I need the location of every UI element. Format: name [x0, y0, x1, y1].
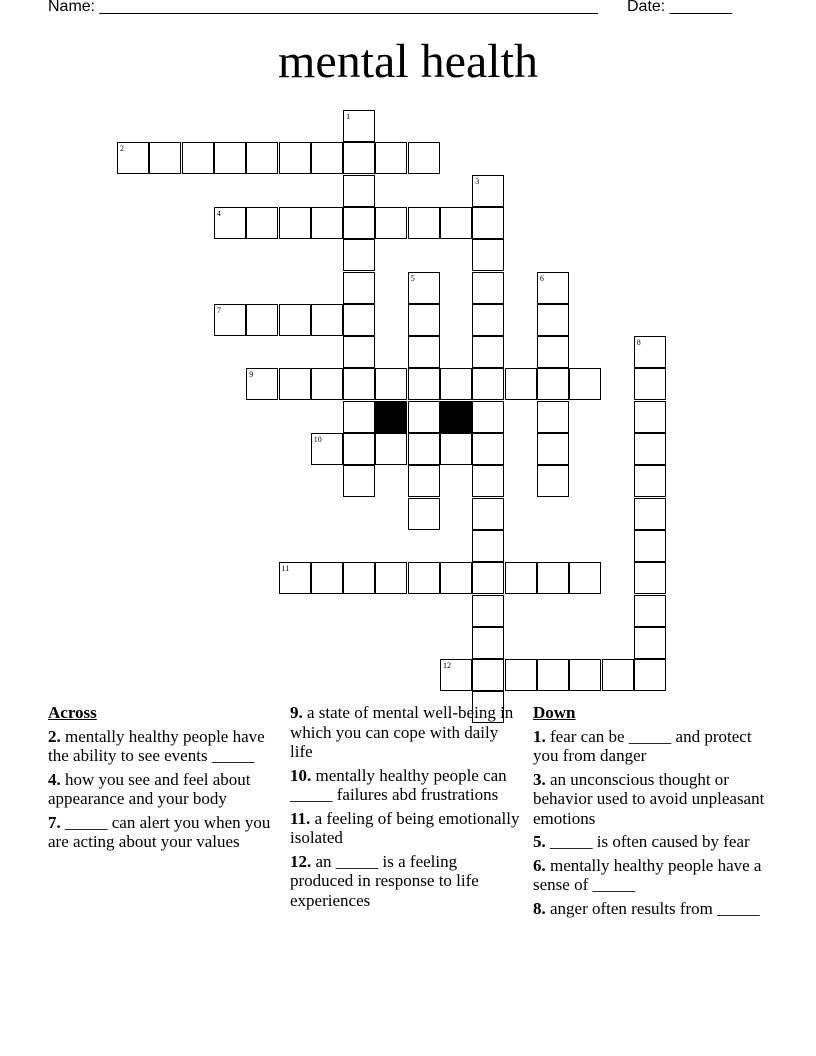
- down-clue-5: [533, 832, 773, 852]
- grid-cell[interactable]: [537, 336, 569, 368]
- grid-cell[interactable]: [182, 142, 214, 174]
- grid-cell[interactable]: [408, 207, 440, 239]
- grid-cell[interactable]: [472, 562, 504, 594]
- grid-cell[interactable]: [602, 659, 634, 691]
- across-clues-column-2: [290, 703, 522, 914]
- clue-text: fear can be _____ and protect you from danger: [533, 726, 752, 765]
- grid-cell[interactable]: [408, 304, 440, 336]
- across-clue-12: [290, 852, 522, 911]
- grid-cell[interactable]: [537, 659, 569, 691]
- across-clue-9: [290, 703, 522, 762]
- grid-cell[interactable]: [472, 336, 504, 368]
- grid-cell[interactable]: [279, 304, 311, 336]
- clue-text: how you see and feel about appearance and your body: [48, 769, 251, 808]
- grid-cell[interactable]: [311, 142, 343, 174]
- cell-number: 1: [346, 112, 351, 121]
- grid-cell[interactable]: [440, 659, 472, 691]
- across-clue-10: [290, 766, 522, 805]
- clue-number: 5.: [533, 832, 546, 851]
- grid-cell[interactable]: [537, 304, 569, 336]
- grid-cell[interactable]: [343, 304, 375, 336]
- grid-cell[interactable]: [343, 368, 375, 400]
- grid-cell[interactable]: [537, 465, 569, 497]
- grid-cell[interactable]: [472, 368, 504, 400]
- clue-text: a feeling of being emotionally isolated: [290, 808, 520, 847]
- grid-cell[interactable]: [634, 368, 666, 400]
- grid-cell[interactable]: [634, 498, 666, 530]
- grid-cell[interactable]: [634, 659, 666, 691]
- grid-cell[interactable]: [537, 368, 569, 400]
- grid-cell[interactable]: [408, 562, 440, 594]
- clue-text: a state of mental well-being in which you can cope with daily life: [290, 703, 514, 761]
- grid-cell[interactable]: [634, 401, 666, 433]
- grid-cell[interactable]: [311, 304, 343, 336]
- grid-cell[interactable]: [569, 659, 601, 691]
- cell-number: 12: [443, 661, 451, 671]
- clue-text: an unconscious thought or behavior used to avoid unpleasant emotions: [533, 769, 765, 828]
- cell-number: 8: [636, 338, 641, 348]
- cell-number: 11: [281, 564, 290, 574]
- clue-number: 10.: [290, 765, 312, 785]
- clue-text: an _____ is a feeling produced in response to life experiences: [290, 851, 479, 910]
- clue-number: 1.: [533, 726, 546, 746]
- across-clue-2: [48, 727, 284, 766]
- clue-text: mentally healthy people have the ability to see events _____: [48, 726, 265, 765]
- grid-cell[interactable]: [343, 142, 375, 174]
- grid-cell[interactable]: [117, 142, 149, 174]
- grid-cell[interactable]: [537, 401, 569, 433]
- clue-number: 11.: [290, 808, 311, 828]
- grid-cell[interactable]: [505, 659, 537, 691]
- grid-cell[interactable]: [408, 433, 440, 465]
- grid-cell[interactable]: [375, 368, 407, 400]
- grid-cell[interactable]: [440, 368, 472, 400]
- grid-cell[interactable]: [408, 336, 440, 368]
- grid-cell[interactable]: [214, 207, 246, 239]
- black-square: [375, 401, 407, 433]
- grid-cell[interactable]: [375, 207, 407, 239]
- grid-cell[interactable]: [634, 465, 666, 497]
- cell-number: 9: [249, 370, 254, 380]
- clue-text: mentally healthy people can _____ failures abd frustrations: [290, 765, 507, 804]
- grid-cell[interactable]: [343, 562, 375, 594]
- grid-cell[interactable]: [408, 272, 440, 304]
- cell-number: 2: [120, 144, 124, 154]
- grid-cell[interactable]: [343, 336, 375, 368]
- cell-number: 7: [216, 305, 221, 315]
- clue-number: 3.: [533, 769, 546, 789]
- cell-number: 5: [410, 273, 415, 283]
- grid-cell[interactable]: [472, 239, 504, 271]
- grid-cell[interactable]: [343, 272, 375, 304]
- grid-cell[interactable]: [408, 498, 440, 530]
- grid-cell[interactable]: [343, 401, 375, 433]
- clue-text: anger often results from _____: [550, 898, 760, 918]
- grid-cell[interactable]: [472, 595, 504, 627]
- grid-cell[interactable]: [634, 433, 666, 465]
- grid-cell[interactable]: [214, 142, 246, 174]
- grid-cell[interactable]: [375, 142, 407, 174]
- grid-cell[interactable]: [472, 401, 504, 433]
- clue-text: _____ can alert you when you are acting about your values: [48, 812, 271, 851]
- grid-cell[interactable]: [311, 562, 343, 594]
- grid-cell[interactable]: [569, 562, 601, 594]
- puzzle-title: mental health: [278, 35, 538, 88]
- grid-cell[interactable]: [246, 207, 278, 239]
- down-clue-3: [533, 770, 773, 829]
- grid-cell[interactable]: [472, 304, 504, 336]
- grid-cell[interactable]: [343, 433, 375, 465]
- grid-cell[interactable]: [537, 433, 569, 465]
- grid-cell[interactable]: [375, 433, 407, 465]
- grid-cell[interactable]: [472, 530, 504, 562]
- grid-cell[interactable]: [246, 142, 278, 174]
- grid-cell[interactable]: [408, 465, 440, 497]
- grid-cell[interactable]: [634, 336, 666, 368]
- grid-cell[interactable]: [279, 562, 311, 594]
- grid-cell[interactable]: [375, 562, 407, 594]
- grid-cell[interactable]: [279, 142, 311, 174]
- down-clue-8: [533, 899, 773, 919]
- grid-cell[interactable]: [246, 368, 278, 400]
- clue-number: 2.: [48, 726, 61, 746]
- grid-cell[interactable]: [343, 110, 375, 142]
- grid-cell[interactable]: [311, 207, 343, 239]
- across-clues-column-1: [48, 703, 284, 856]
- grid-cell[interactable]: [634, 595, 666, 627]
- clue-number: 6.: [533, 855, 546, 875]
- grid-cell[interactable]: [505, 368, 537, 400]
- grid-cell[interactable]: [343, 175, 375, 207]
- grid-cell[interactable]: [440, 207, 472, 239]
- clue-number: 8.: [533, 898, 546, 918]
- down-heading: Down: [533, 703, 576, 722]
- grid-cell[interactable]: [311, 433, 343, 465]
- cell-number: 4: [216, 208, 221, 218]
- down-clue-1: [533, 727, 773, 766]
- grid-cell[interactable]: [440, 562, 472, 594]
- grid-cell[interactable]: [472, 627, 504, 659]
- grid-cell[interactable]: [472, 272, 504, 304]
- grid-cell[interactable]: [505, 562, 537, 594]
- grid-cell[interactable]: [246, 304, 278, 336]
- grid-cell[interactable]: [537, 272, 569, 304]
- grid-cell[interactable]: [472, 175, 504, 207]
- grid-cell[interactable]: [311, 368, 343, 400]
- clue-number: 9.: [290, 703, 303, 722]
- grid-cell[interactable]: [472, 659, 504, 691]
- grid-cell[interactable]: [408, 142, 440, 174]
- grid-cell[interactable]: [634, 627, 666, 659]
- across-heading: Across: [48, 703, 97, 722]
- grid-cell[interactable]: [279, 368, 311, 400]
- grid-cell[interactable]: [408, 368, 440, 400]
- date-field[interactable]: Date: _______: [627, 0, 732, 15]
- clue-text: _____ is often caused by fear: [550, 832, 750, 851]
- cell-number: 6: [539, 273, 544, 283]
- grid-cell[interactable]: [569, 368, 601, 400]
- black-square: [440, 401, 472, 433]
- clue-number: 12.: [290, 851, 312, 871]
- down-clues-column: [533, 703, 773, 922]
- clue-number: 7.: [48, 812, 61, 832]
- grid-cell[interactable]: [537, 562, 569, 594]
- across-clue-11: [290, 809, 522, 848]
- grid-cell[interactable]: [472, 207, 504, 239]
- grid-cell[interactable]: [279, 207, 311, 239]
- grid-cell[interactable]: [408, 401, 440, 433]
- grid-cell[interactable]: [472, 465, 504, 497]
- grid-cell[interactable]: [472, 433, 504, 465]
- grid-cell[interactable]: [440, 433, 472, 465]
- clue-number: 4.: [48, 769, 61, 789]
- across-clue-4: [48, 770, 284, 809]
- name-field[interactable]: Name: ________________________________________________________: [48, 0, 598, 15]
- grid-cell[interactable]: [343, 239, 375, 271]
- clue-text: mentally healthy people have a sense of _____: [533, 855, 762, 894]
- across-clue-7: [48, 813, 284, 852]
- grid-cell[interactable]: [343, 465, 375, 497]
- cell-number: 3: [475, 176, 480, 186]
- down-clue-6: [533, 856, 773, 895]
- grid-cell[interactable]: [634, 562, 666, 594]
- grid-cell[interactable]: [634, 530, 666, 562]
- grid-cell[interactable]: [149, 142, 181, 174]
- grid-cell[interactable]: [343, 207, 375, 239]
- cell-number: 10: [313, 435, 322, 444]
- grid-cell[interactable]: [472, 498, 504, 530]
- grid-cell[interactable]: [214, 304, 246, 336]
